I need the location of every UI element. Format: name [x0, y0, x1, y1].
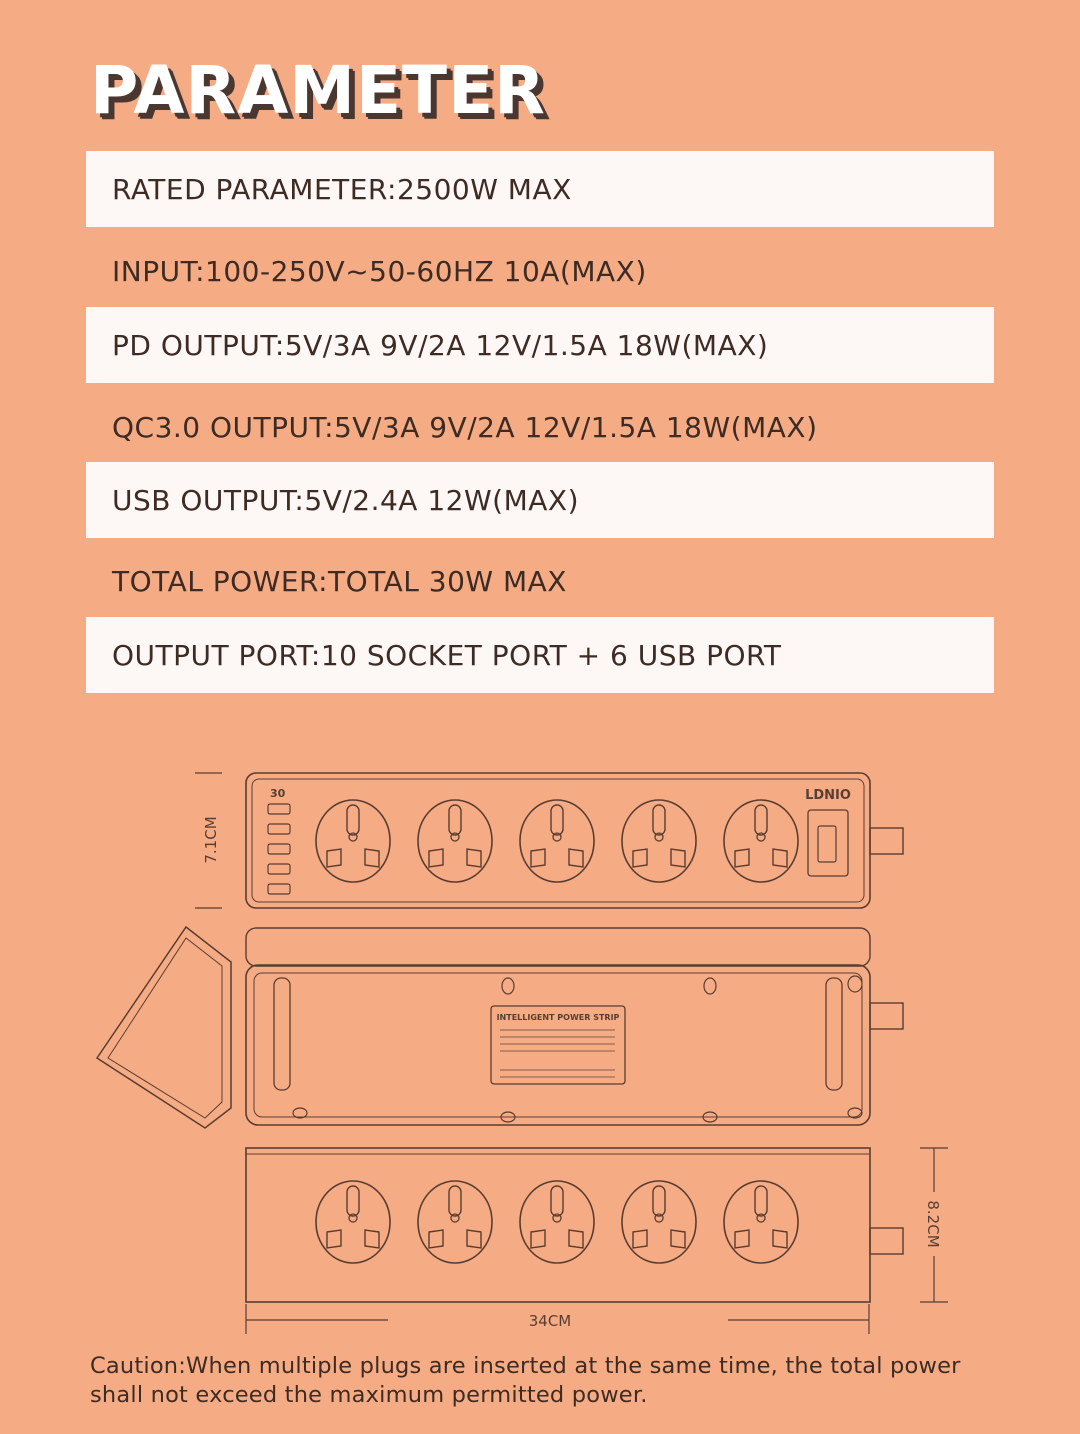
param-row-usb-output: USB OUTPUT:5V/2.4A 12W(MAX) [86, 462, 994, 538]
param-row-input: INPUT:100-250V~50-60HZ 10A(MAX) [112, 254, 647, 288]
socket [418, 800, 492, 882]
back-view [97, 927, 903, 1128]
front-view [246, 1148, 948, 1334]
height-bottom-label: 8.2CM [924, 1200, 942, 1248]
socket [520, 1181, 594, 1263]
spec-label-title: INTELLIGENT POWER STRIP [496, 1013, 620, 1022]
height-top-label: 7.1CM [202, 816, 220, 864]
param-row-output-port: OUTPUT PORT:10 SOCKET PORT + 6 USB PORT [86, 617, 994, 693]
param-row-pd-output: PD OUTPUT:5V/3A 9V/2A 12V/1.5A 18W(MAX) [86, 307, 994, 383]
param-row-qc-output: QC3.0 OUTPUT:5V/3A 9V/2A 12V/1.5A 18W(MAX) [112, 410, 818, 444]
page-title: PARAMETER [90, 52, 546, 129]
width-label: 34CM [528, 1312, 572, 1330]
brand-logo: LDNIO [805, 788, 851, 803]
socket [316, 1181, 390, 1263]
socket [316, 800, 390, 882]
socket [622, 1181, 696, 1263]
top-view [195, 773, 903, 908]
param-row-total-power: TOTAL POWER:TOTAL 30W MAX [112, 564, 567, 598]
socket [622, 800, 696, 882]
socket [724, 1181, 798, 1263]
socket [520, 800, 594, 882]
power-switch [808, 810, 848, 876]
power-strip-diagram [0, 740, 1080, 1360]
socket [418, 1181, 492, 1263]
param-row-rated: RATED PARAMETER:2500W MAX [86, 151, 994, 227]
usb-ports [268, 804, 290, 894]
usb-badge: 30 [270, 787, 286, 800]
socket [724, 800, 798, 882]
caution-note: Caution:When multiple plugs are inserted at the same time, the total power shall not exceed the maximum permitted power. [90, 1353, 961, 1408]
